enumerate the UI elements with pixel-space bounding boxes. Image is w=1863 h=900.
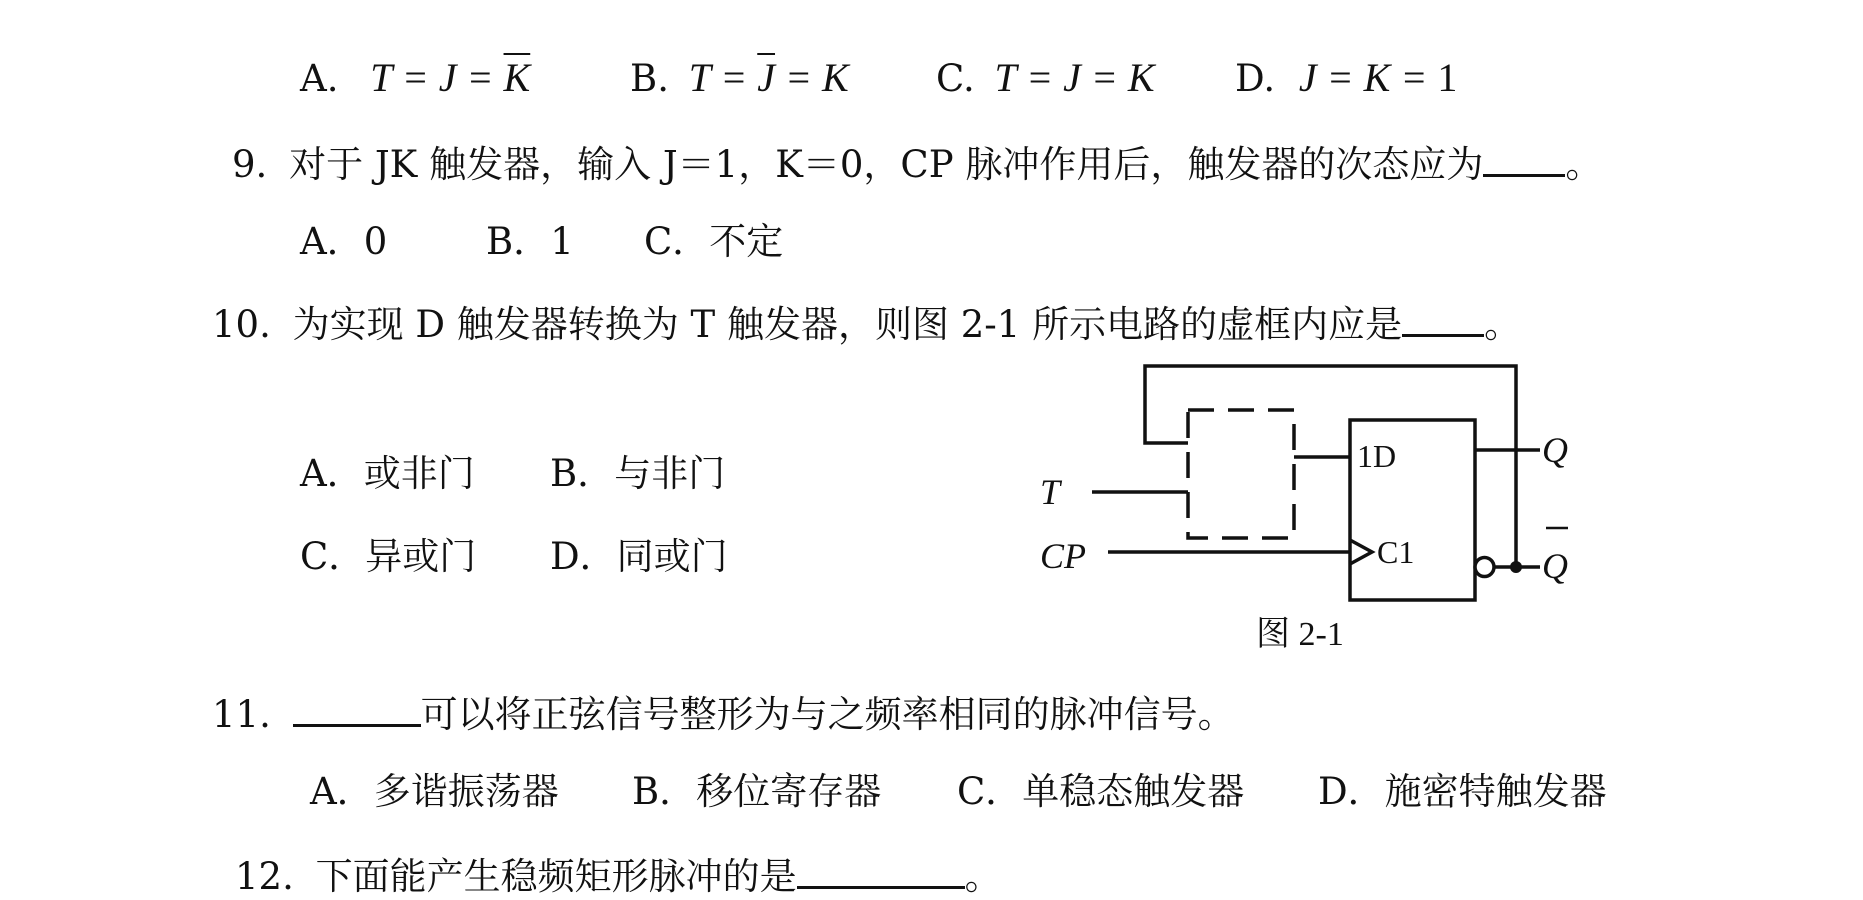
- q12-number: 12.: [235, 855, 294, 898]
- q8-option-b: B. $T = \overline{J} = K$: [630, 55, 849, 100]
- q8-option-c-letter: C.: [936, 57, 975, 100]
- q11-number: 11.: [212, 693, 271, 736]
- q11-option-b: B．移位寄存器: [632, 770, 882, 813]
- output-qbar-label: Q: [1542, 546, 1568, 586]
- q11-stem: [212, 690, 1235, 737]
- q8-b-rhs: K: [822, 55, 849, 100]
- q8-b-mid: $\overline{J}$: [757, 55, 776, 100]
- q10-option-a: A．或非门: [300, 452, 475, 495]
- q11-option-c: C．单稳态触发器: [957, 770, 1245, 813]
- input-cp-label: CP: [1040, 536, 1087, 576]
- clock-triangle: [1350, 540, 1372, 564]
- q8-a-rhs: $\overline{K}$: [503, 55, 531, 100]
- q10-stem-text: 为实现 D 触发器转换为 T 触发器，则图 2-1 所示电路的虚框内应是: [292, 303, 1403, 346]
- q8-option-a: A. $T = J = \overline{K}$: [300, 55, 531, 100]
- q9-number: 9.: [232, 143, 268, 186]
- q9-option-b: B．1: [486, 220, 574, 263]
- q8-d-rhs: 1: [1437, 55, 1458, 100]
- q8-option-c: C. T = J = K: [936, 55, 1155, 100]
- pin-d-label: 1D: [1357, 438, 1397, 474]
- q8-b-lhs: T: [688, 55, 711, 100]
- q11-stem-text: 可以将正弦信号整形为与之频率相同的脉冲信号。: [420, 693, 1235, 736]
- q12-stem: [235, 852, 1002, 899]
- q10-number: 10.: [212, 303, 271, 346]
- q8-c-lhs: T: [994, 55, 1017, 100]
- q10-option-d: D．同或门: [550, 535, 728, 578]
- q8-c-rhs: K: [1127, 55, 1155, 100]
- q8-a-lhs: T: [370, 55, 392, 100]
- output-q-label: Q: [1542, 430, 1568, 470]
- qbar-inversion-bubble: [1475, 558, 1494, 577]
- figure-caption: 图 2-1: [1256, 616, 1344, 653]
- q11-option-a: A．多谐振荡器: [310, 770, 559, 813]
- q12-stem-text: 下面能产生稳频矩形脉冲的是: [315, 855, 797, 898]
- q8-d-mid: K: [1363, 55, 1391, 100]
- q9-option-c: C．不定: [644, 220, 784, 263]
- q10-end: 。: [1484, 303, 1522, 346]
- q9-end: 。: [1565, 143, 1603, 186]
- q12-answer-blank: [797, 852, 965, 889]
- q8-option-a-letter: A.: [300, 57, 339, 100]
- q11-option-d: D．施密特触发器: [1318, 770, 1607, 813]
- junction-dot: [1510, 561, 1522, 573]
- q8-c-mid: J: [1063, 55, 1081, 100]
- pin-c-label: C1: [1377, 534, 1415, 570]
- q10-option-b: B．与非门: [550, 452, 726, 495]
- q8-option-d-letter: D.: [1235, 57, 1276, 100]
- q9-option-a: A．0: [300, 220, 388, 263]
- input-t-label: T: [1040, 472, 1061, 512]
- q9-stem-text: 对于 JK 触发器，输入 J＝1，K＝0，CP 脉冲作用后，触发器的次态应为: [289, 143, 1484, 186]
- q8-d-lhs: J: [1298, 55, 1317, 100]
- q8-option-d: D. J = K = 1: [1235, 55, 1458, 100]
- q10-option-c: C．异或门: [300, 535, 477, 578]
- q8-option-b-letter: B.: [630, 57, 669, 100]
- gate-dashed-box: [1188, 410, 1294, 538]
- q8-a-mid: J: [438, 55, 457, 100]
- q11-answer-blank: [293, 690, 421, 727]
- q12-end: 。: [964, 855, 1002, 898]
